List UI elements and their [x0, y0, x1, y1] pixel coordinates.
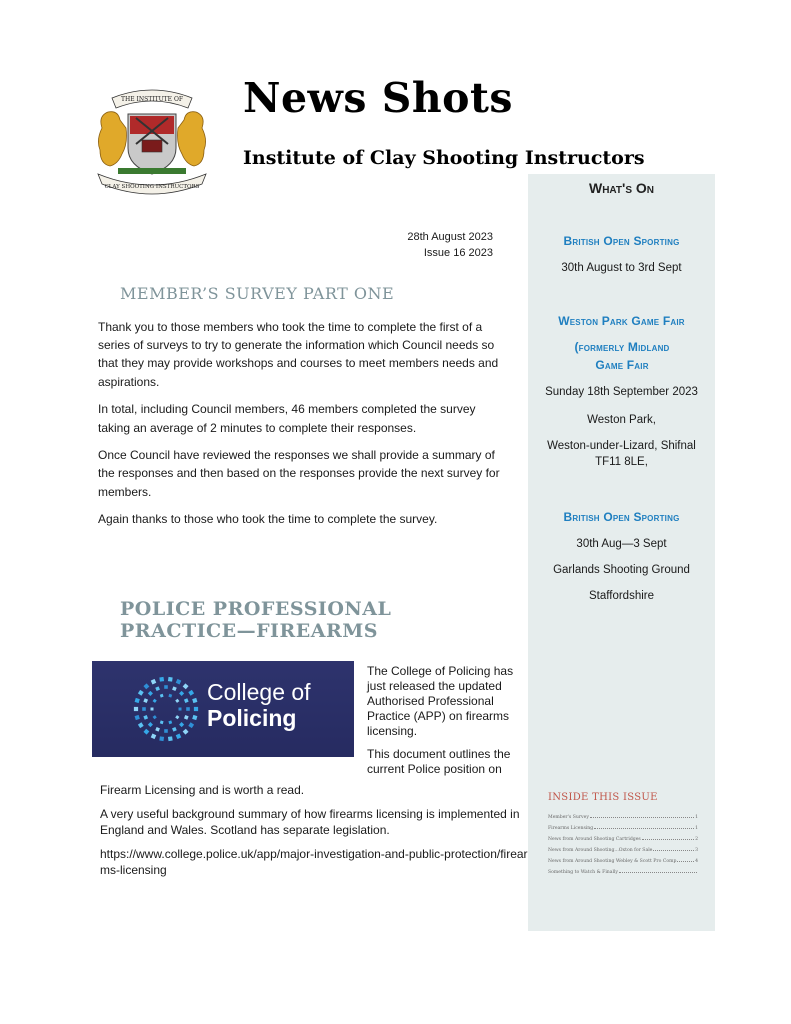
police-paragraph: A very useful background summary of how firearms licensing is implemented in England and Wales. Scotland has separate legislation.	[100, 807, 520, 837]
toc-page: 2	[695, 837, 698, 842]
whats-on-sidebar	[528, 174, 715, 931]
whats-on-title: What's On	[588, 180, 655, 196]
toc-label: Something to Watch & Finally	[548, 870, 619, 875]
college-of-policing-banner	[92, 661, 354, 757]
toc-leader	[642, 835, 694, 840]
toc-leader	[677, 857, 694, 862]
institute-logo	[92, 84, 212, 196]
toc-item[interactable]	[548, 845, 698, 856]
event-name-secondary: (formerly Midland Game Fair	[574, 340, 670, 372]
survey-heading: MEMBER’S SURVEY PART ONE	[120, 284, 395, 303]
survey-paragraph: In total, including Council members, 46 members completed the survey taking an average of 2 minutes to complete their responses.	[98, 402, 476, 435]
police-url-link[interactable]: https://www.college.police.uk/app/major-investigation-and-public-protection/firearms-licensing	[100, 847, 528, 877]
newsletter-title: News Shots	[243, 74, 513, 122]
event-detail: Weston-under-Lizard, Shifnal TF11 8LE,	[547, 440, 696, 468]
toc-item[interactable]	[548, 834, 698, 845]
event-detail: Garlands Shooting Ground	[553, 564, 690, 576]
police-side-paragraph: The College of Policing has just released the updated Authorised Professional Practice (APP) on firearms licensing.	[367, 664, 514, 738]
toc-label: News from Around Shooting...Oxton for Sale	[548, 848, 653, 853]
toc-page: 3	[695, 848, 698, 853]
toc-item[interactable]	[548, 812, 698, 823]
logo-top-text: THE INSTITUTE OF	[120, 96, 184, 103]
inside-this-issue-title: INSIDE THIS ISSUE	[548, 792, 658, 803]
police-heading: POLICE PROFESSIONAL PRACTICE—FIREARMS	[120, 598, 392, 642]
event-name: British Open Sporting	[563, 510, 680, 524]
toc-leader	[653, 846, 694, 851]
toc-leader	[619, 868, 697, 873]
toc-page: 1	[695, 815, 698, 820]
toc-page: 4	[695, 859, 698, 864]
event-detail: Sunday 18th September 2023	[545, 386, 698, 398]
police-paragraph: Firearm Licensing and is worth a read.	[100, 783, 305, 797]
event-detail: 30th August to 3rd Sept	[561, 262, 682, 274]
event-name: British Open Sporting	[563, 234, 680, 248]
toc-item[interactable]	[548, 823, 698, 834]
issue-date: 28th August 2023	[407, 231, 493, 243]
event-detail: 30th Aug—3 Sept	[576, 538, 667, 550]
survey-paragraph: Once Council have reviewed the responses we shall provide a summary of the responses and then based on the responses provide the next survey for members.	[98, 448, 500, 499]
banner-line-1: College of	[207, 679, 311, 705]
event-detail: Weston Park,	[587, 414, 656, 426]
toc-leader	[590, 813, 694, 818]
survey-body	[98, 318, 508, 538]
toc-leader	[594, 824, 694, 829]
table-of-contents	[548, 812, 698, 878]
toc-label: Member's Survey	[548, 815, 589, 820]
toc-label: Firearms Licensing	[548, 826, 594, 831]
banner-line-2: Policing	[207, 705, 297, 731]
college-of-policing-emblem-icon	[126, 661, 206, 757]
banner-text	[207, 679, 311, 731]
toc-label: News from Around Shooting Cartridges	[548, 837, 641, 842]
issue-info	[407, 229, 493, 261]
police-body	[100, 782, 530, 886]
police-side-text	[367, 664, 517, 785]
logo-bottom-text: CLAY SHOOTING INSTRUCTORS	[104, 184, 200, 190]
toc-item[interactable]	[548, 856, 698, 867]
toc-page: 1	[695, 826, 698, 831]
toc-label: News from Around Shooting Webley & Scott Pro Comp	[548, 859, 677, 864]
event-detail: Staffordshire	[589, 590, 654, 602]
newsletter-subtitle: Institute of Clay Shooting Instructors	[243, 147, 645, 169]
survey-paragraph: Again thanks to those who took the time to complete the survey.	[98, 512, 438, 527]
survey-paragraph: Thank you to those members who took the time to complete the first of a series of surveys to try to generate the information which Council needs so that they may provide workshops and courses to meet members needs and aspirations.	[98, 320, 499, 389]
police-side-paragraph: This document outlines the current Police position on	[367, 747, 511, 776]
issue-number: Issue 16 2023	[423, 247, 493, 259]
toc-item[interactable]	[548, 867, 698, 878]
event-name: Weston Park Game Fair	[558, 314, 685, 328]
